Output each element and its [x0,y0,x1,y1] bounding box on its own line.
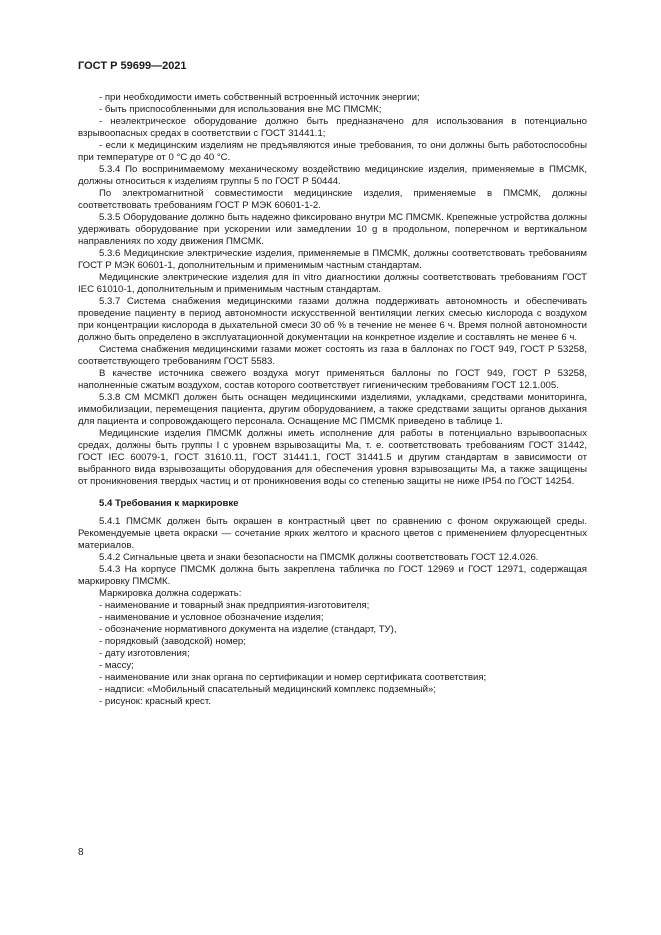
paragraph: - обозначение нормативного документа на изделие (стандарт, ТУ), [99,624,397,635]
page-number: 8 [78,847,84,858]
paragraph: 5.4.1 ПМСМК должен быть окрашен в контрастный цвет по сравнению с фоном окружающей среды. Рекомендуемые цвета окраски — сочетание ярких желтого и красного цветов с применением флуоресцентных материалов. [78,516,587,551]
paragraph: - быть приспособленными для использования вне МС ПМСМК; [99,104,382,115]
paragraph: Система снабжения медицинскими газами может состоять из газа в баллонах по ГОСТ 949, ГОСТ Р 53258, соответствующего требованиям ГОСТ 5583. [78,344,587,367]
paragraph: Маркировка должна содержать: [99,588,242,599]
paragraph: - рисунок: красный крест. [99,696,211,707]
paragraph: 5.4.2 Сигнальные цвета и знаки безопасности на ПМСМК должны соответствовать ГОСТ 12.4.026. [99,552,539,563]
document-code-header: ГОСТ Р 59699—2021 [78,60,187,72]
paragraph: 5.3.8 СМ МСМКП должен быть оснащен медицинскими изделиями, укладками, средствами мониторинга, иммобилизации, перемещения пациента, другим оборудованием, а также средствами защиты органов дыхания для пациента и сопровождающего персонала. Оснащение МС ПМСМК приведено в таблице 1. [78,392,587,427]
paragraph: - неэлектрическое оборудование должно быть предназначено для использования в потенциально взрывоопасных средах в соответствии с ГОСТ 31441.1; [78,116,587,139]
paragraph: 5.4.3 На корпусе ПМСМК должна быть закреплена табличка по ГОСТ 12969 и ГОСТ 12971, содержащая маркировку ПМСМК. [78,564,587,587]
paragraph: Медицинские электрические изделия для in vitro диагностики должны соответствовать требованиям ГОСТ IEC 61010-1, дополнительным и применимым частным стандартам. [78,272,587,295]
paragraph: - массу; [99,660,134,671]
paragraph: - наименование и товарный знак предприятия-изготовителя; [99,600,370,611]
paragraph: 5.3.4 По воспринимаемому механическому воздействию медицинские изделия, применяемые в ПМСМК, должны относиться к изделиям группы 5 по ГОСТ Р 50444. [78,164,587,187]
paragraph: 5.3.6 Медицинские электрические изделия, применяемые в ПМСМК, должны соответствовать требованиям ГОСТ Р МЭК 60601-1, дополнительным и применимым частным стандартам. [78,248,587,271]
paragraph: - если к медицинским изделиям не предъявляются иные требования, то они должны быть работоспособны при температуре от 0 °С до 40 °С. [78,140,587,163]
paragraph: - наименование или знак органа по сертификации и номер сертификата соответствия; [99,672,487,683]
paragraph: По электромагнитной совместимости медицинские изделия, применяемые в ПМСМК, должны соответствовать требованиям ГОСТ Р МЭК 60601-1-2. [78,188,587,211]
section-heading: 5.4 Требования к маркировке [99,498,239,509]
paragraph: - надписи: «Мобильный спасательный медицинский комплекс подземный»; [99,684,436,695]
section-spacer [78,488,587,498]
paragraph: - наименование и условное обозначение изделия; [99,612,324,623]
paragraph: В качестве источника свежего воздуха могут применяться баллоны по ГОСТ 949, ГОСТ Р 53258, наполненные сжатым воздухом, состав которого соответствует гигиеническим требованиям ГОСТ 12.1.005. [78,368,587,391]
paragraph: 5.3.7 Система снабжения медицинскими газами должна поддерживать автономность и обеспечивать проведение пациенту в период автономности искусственной вентиляции легких смесью кислорода с воздухом при концентрации кислорода в дыхательной смеси 30 об % в течение не менее 6 ч. Время полной автономности должно быть определено в эксплуатационной документации на конкретное изделие и составлять не менее 6 ч. [78,296,587,343]
paragraph: - порядковый (заводской) номер; [99,636,246,647]
paragraph: Медицинские изделия ПМСМК должны иметь исполнение для работы в потенциально взрывоопасных средах, должны быть группы I с уровнем взрывозащиты Ма, т. е. соответствовать требованиям ГОСТ 31442, ГОСТ IEC 60079-1, ГОСТ 31610.11, ГОСТ 31441.1, ГОСТ 31441.5 и другим стандартам в зависимости от выбранного вида взрывозащиты оборудования для обеспечения уровня взрывозащиты Ма, а также защищены от проникновения твердых частиц и от проникновения воды со степенью защиты не ниже IP54 по ГОСТ 14254. [78,428,587,487]
document-body [78,92,587,708]
paragraph: - при необходимости иметь собственный встроенный источник энергии; [99,92,420,103]
paragraph: - дату изготовления; [99,648,190,659]
paragraph: 5.3.5 Оборудование должно быть надежно фиксировано внутри МС ПМСМК. Крепежные устройства должны удерживать оборудование при ускорении или замедлении 10 g в продольном, поперечном и вертикальном направлениях по ходу движения ПМСМК. [78,212,587,247]
